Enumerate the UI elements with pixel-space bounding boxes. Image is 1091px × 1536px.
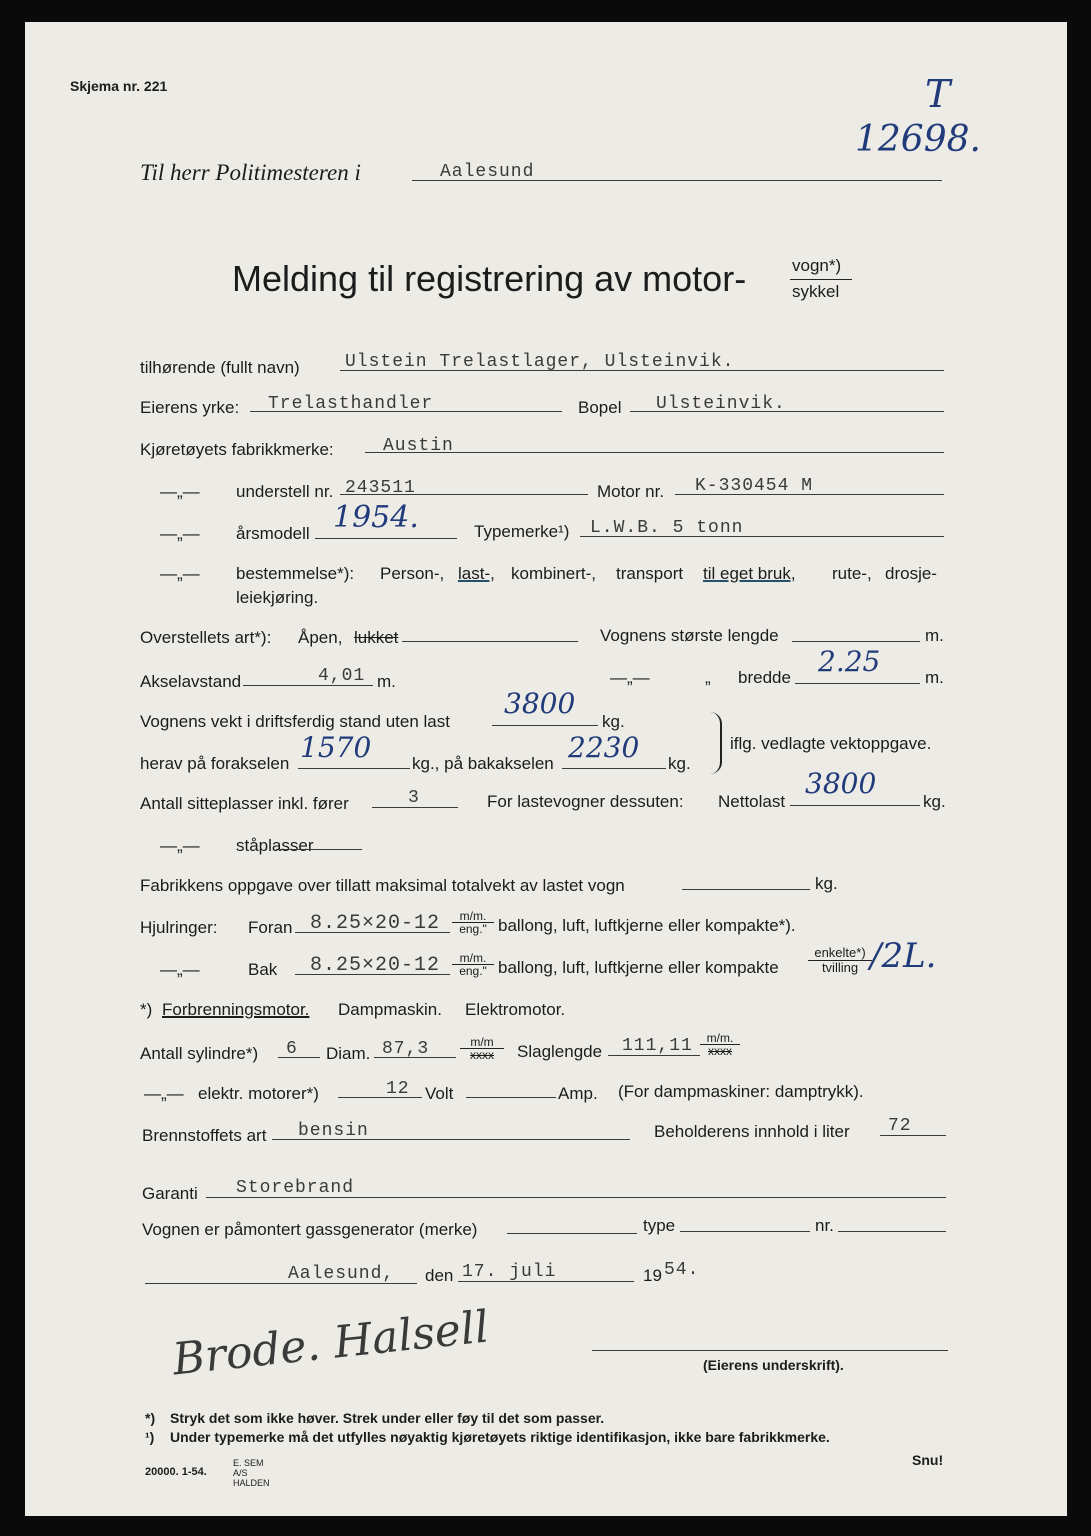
net-load-unit: kg. (923, 792, 946, 811)
width-quote: „ (705, 668, 711, 687)
engine-types-marker: *) (140, 1000, 153, 1019)
ditto-mark: —„— (160, 482, 200, 501)
steam-pressure-note: (For dampmaskiner: damptrykk). (618, 1082, 864, 1101)
front-tire-options: ballong, luft, luftkjerne eller kompakte*). (498, 916, 796, 935)
rear-tires-value: 8.25×20-12 (310, 954, 441, 977)
length-unit: m. (925, 626, 944, 645)
rear-axle-value: 2230 (568, 731, 640, 764)
cylinders-value: 6 (286, 1039, 298, 1059)
residence-label: Bopel (578, 398, 622, 417)
printer-info: E. SEM A/S HALDEN (233, 1458, 270, 1488)
volt-value: 12 (386, 1079, 410, 1099)
cylinders-label: Antall sylindre*) (140, 1044, 259, 1063)
page-title: Melding til registrering av motor- (232, 258, 747, 299)
type-value: L.W.B. 5 tonn (590, 518, 744, 538)
occupation-value: Trelasthandler (268, 394, 434, 414)
weight-attachment-note: iflg. vedlagte vektoppgave. (730, 734, 932, 753)
weight-label: Vognens vekt i driftsferdig stand uten last (140, 712, 450, 731)
ditto-mark: —„— (160, 564, 200, 583)
rear-tire-options: ballong, luft, luftkjerne eller kompakte (498, 958, 779, 977)
ditto-mark: —„— (144, 1084, 184, 1103)
handwritten-signature: Brode. Halsell (170, 1301, 492, 1386)
reference-number: 12698. (855, 119, 981, 160)
width-value: 2.25 (818, 645, 881, 678)
purpose-cargo: last-, (458, 564, 495, 583)
footnote-2: Under typemerke må det utfylles nøyaktig kjøretøyets riktige identifikasjon, ikke bare fabrikkmerke. (170, 1429, 830, 1445)
body-type-label: Overstellets art*): (140, 628, 272, 647)
net-load-label: Nettolast (718, 792, 786, 811)
purpose-transport: transport (616, 564, 684, 583)
footnote-1: Stryk det som ikke høver. Strek under eller føy til det som passer. (170, 1410, 605, 1426)
wheelbase-label: Akselavstand (140, 672, 242, 691)
print-info: 20000. 1-54. (145, 1466, 207, 1478)
net-load-value: 3800 (805, 767, 877, 800)
owner-name-label: tilhørende (fullt navn) (140, 358, 300, 377)
front-tires-label: Foran (248, 918, 293, 937)
volt-label: Volt (425, 1084, 454, 1103)
amp-label: Amp. (558, 1084, 598, 1103)
ditto-mark: —„— (160, 960, 200, 979)
police-district: Aalesund (440, 162, 535, 182)
wheelbase-value: 4,01 (318, 666, 366, 686)
year-prefix: 19 (643, 1266, 662, 1285)
turn-page-note: Snu! (912, 1452, 944, 1468)
model-year-label: årsmodell (236, 524, 310, 543)
weight-unit: kg. (602, 712, 625, 731)
title-option-cycle: sykkel (792, 282, 840, 301)
single-twin-choice: enkelte*) tvilling (808, 946, 872, 975)
addressee-label: Til herr Politimesteren i (140, 160, 361, 185)
seats-value: 3 (408, 788, 420, 808)
electric-motors-label: elektr. motorer*) (198, 1084, 319, 1103)
ditto-mark: —„— (610, 668, 650, 687)
gas-generator-nr-label: nr. (815, 1216, 834, 1235)
chassis-label: understell nr. (236, 482, 334, 501)
gas-generator-label: Vognen er påmontert gassgenerator (merke) (142, 1220, 478, 1239)
engine-type-electric: Elektromotor. (465, 1000, 566, 1019)
tires-label: Hjulringer: (140, 918, 218, 937)
wheelbase-unit: m. (377, 672, 396, 691)
residence-value: Ulsteinvik. (656, 394, 786, 414)
purpose-label: bestemmelse*): (236, 564, 355, 583)
max-weight-label: Fabrikkens oppgave over tillatt maksimal totalvekt av lastet vogn (140, 876, 625, 895)
front-axle-label: herav på forakselen (140, 754, 290, 773)
purpose-rental: leiekjøring. (236, 588, 319, 607)
fuel-label: Brennstoffets art (142, 1126, 267, 1145)
rear-tires-label: Bak (248, 960, 278, 979)
footnote-2-mark: ¹) (145, 1429, 155, 1445)
weight-brace (708, 712, 722, 774)
motor-number-label: Motor nr. (597, 482, 665, 501)
front-axle-value: 1570 (300, 731, 372, 764)
warranty-value: Storebrand (236, 1178, 355, 1198)
purpose-combined: kombinert-, (511, 564, 597, 583)
warranty-label: Garanti (142, 1184, 198, 1203)
make-label: Kjøretøyets fabrikkmerke: (140, 440, 334, 459)
diameter-unit: m/m xxxx (460, 1036, 504, 1061)
purpose-person: Person-, (380, 564, 445, 583)
purpose-route: rute-, (832, 564, 872, 583)
purpose-taxi: drosje- (885, 564, 937, 583)
tires-handwritten-note: /2L. (870, 936, 937, 976)
ditto-mark: —„— (160, 524, 200, 543)
owner-signature-label: (Eierens underskrift). (703, 1357, 844, 1373)
stroke-unit: m/m. xxxx (700, 1032, 740, 1057)
body-closed: lukket (354, 628, 399, 647)
stroke-label: Slaglengde (517, 1042, 603, 1061)
footnote-1-mark: *) (145, 1410, 156, 1426)
diameter-value: 87,3 (382, 1039, 430, 1059)
title-option-car: vogn*) (792, 256, 842, 275)
fuel-value: bensin (298, 1121, 369, 1141)
year-value: 54. (664, 1260, 700, 1280)
engine-type-combustion: Forbrenningsmotor. (162, 1000, 310, 1019)
standing-label: ståplasser (236, 836, 314, 855)
front-tire-unit: m/m. eng." (452, 910, 494, 935)
make-value: Austin (383, 436, 454, 456)
weight-value: 3800 (504, 687, 576, 720)
width-label: bredde (738, 668, 791, 687)
front-tires-value: 8.25×20-12 (310, 912, 441, 935)
ditto-mark: —„— (160, 836, 200, 855)
date-label: den (425, 1266, 454, 1285)
form-number: Skjema nr. 221 (70, 78, 168, 94)
cargo-label: For lastevogner dessuten: (487, 792, 684, 811)
diameter-label: Diam. (326, 1044, 371, 1063)
engine-type-steam: Dampmaskin. (338, 1000, 442, 1019)
owner-name-value: Ulstein Trelastlager, Ulsteinvik. (345, 352, 735, 372)
rear-axle-unit: kg. (668, 754, 691, 773)
motor-number-value: K-330454 M (695, 476, 814, 496)
rear-axle-label: kg., på bakakselen (412, 754, 554, 773)
purpose-own-use: til eget bruk, (703, 564, 796, 583)
body-open: Åpen, (298, 628, 343, 647)
reference-letter: T (925, 72, 951, 116)
max-weight-unit: kg. (815, 874, 838, 893)
rear-tire-unit: m/m. eng." (452, 952, 494, 977)
tank-capacity-value: 72 (888, 1116, 912, 1136)
chassis-value: 243511 (345, 478, 416, 498)
stroke-value: 111,11 (622, 1036, 693, 1056)
width-unit: m. (925, 668, 944, 687)
length-label: Vognens største lengde (600, 626, 779, 645)
type-label: Typemerke¹) (474, 522, 570, 541)
place-value: Aalesund, (288, 1264, 395, 1284)
gas-generator-type-label: type (643, 1216, 676, 1235)
model-year-value: 1954. (333, 500, 419, 535)
date-value: 17. juli (462, 1262, 557, 1282)
tank-capacity-label: Beholderens innhold i liter (654, 1122, 850, 1141)
seats-label: Antall sitteplasser inkl. fører (140, 794, 349, 813)
occupation-label: Eierens yrke: (140, 398, 240, 417)
